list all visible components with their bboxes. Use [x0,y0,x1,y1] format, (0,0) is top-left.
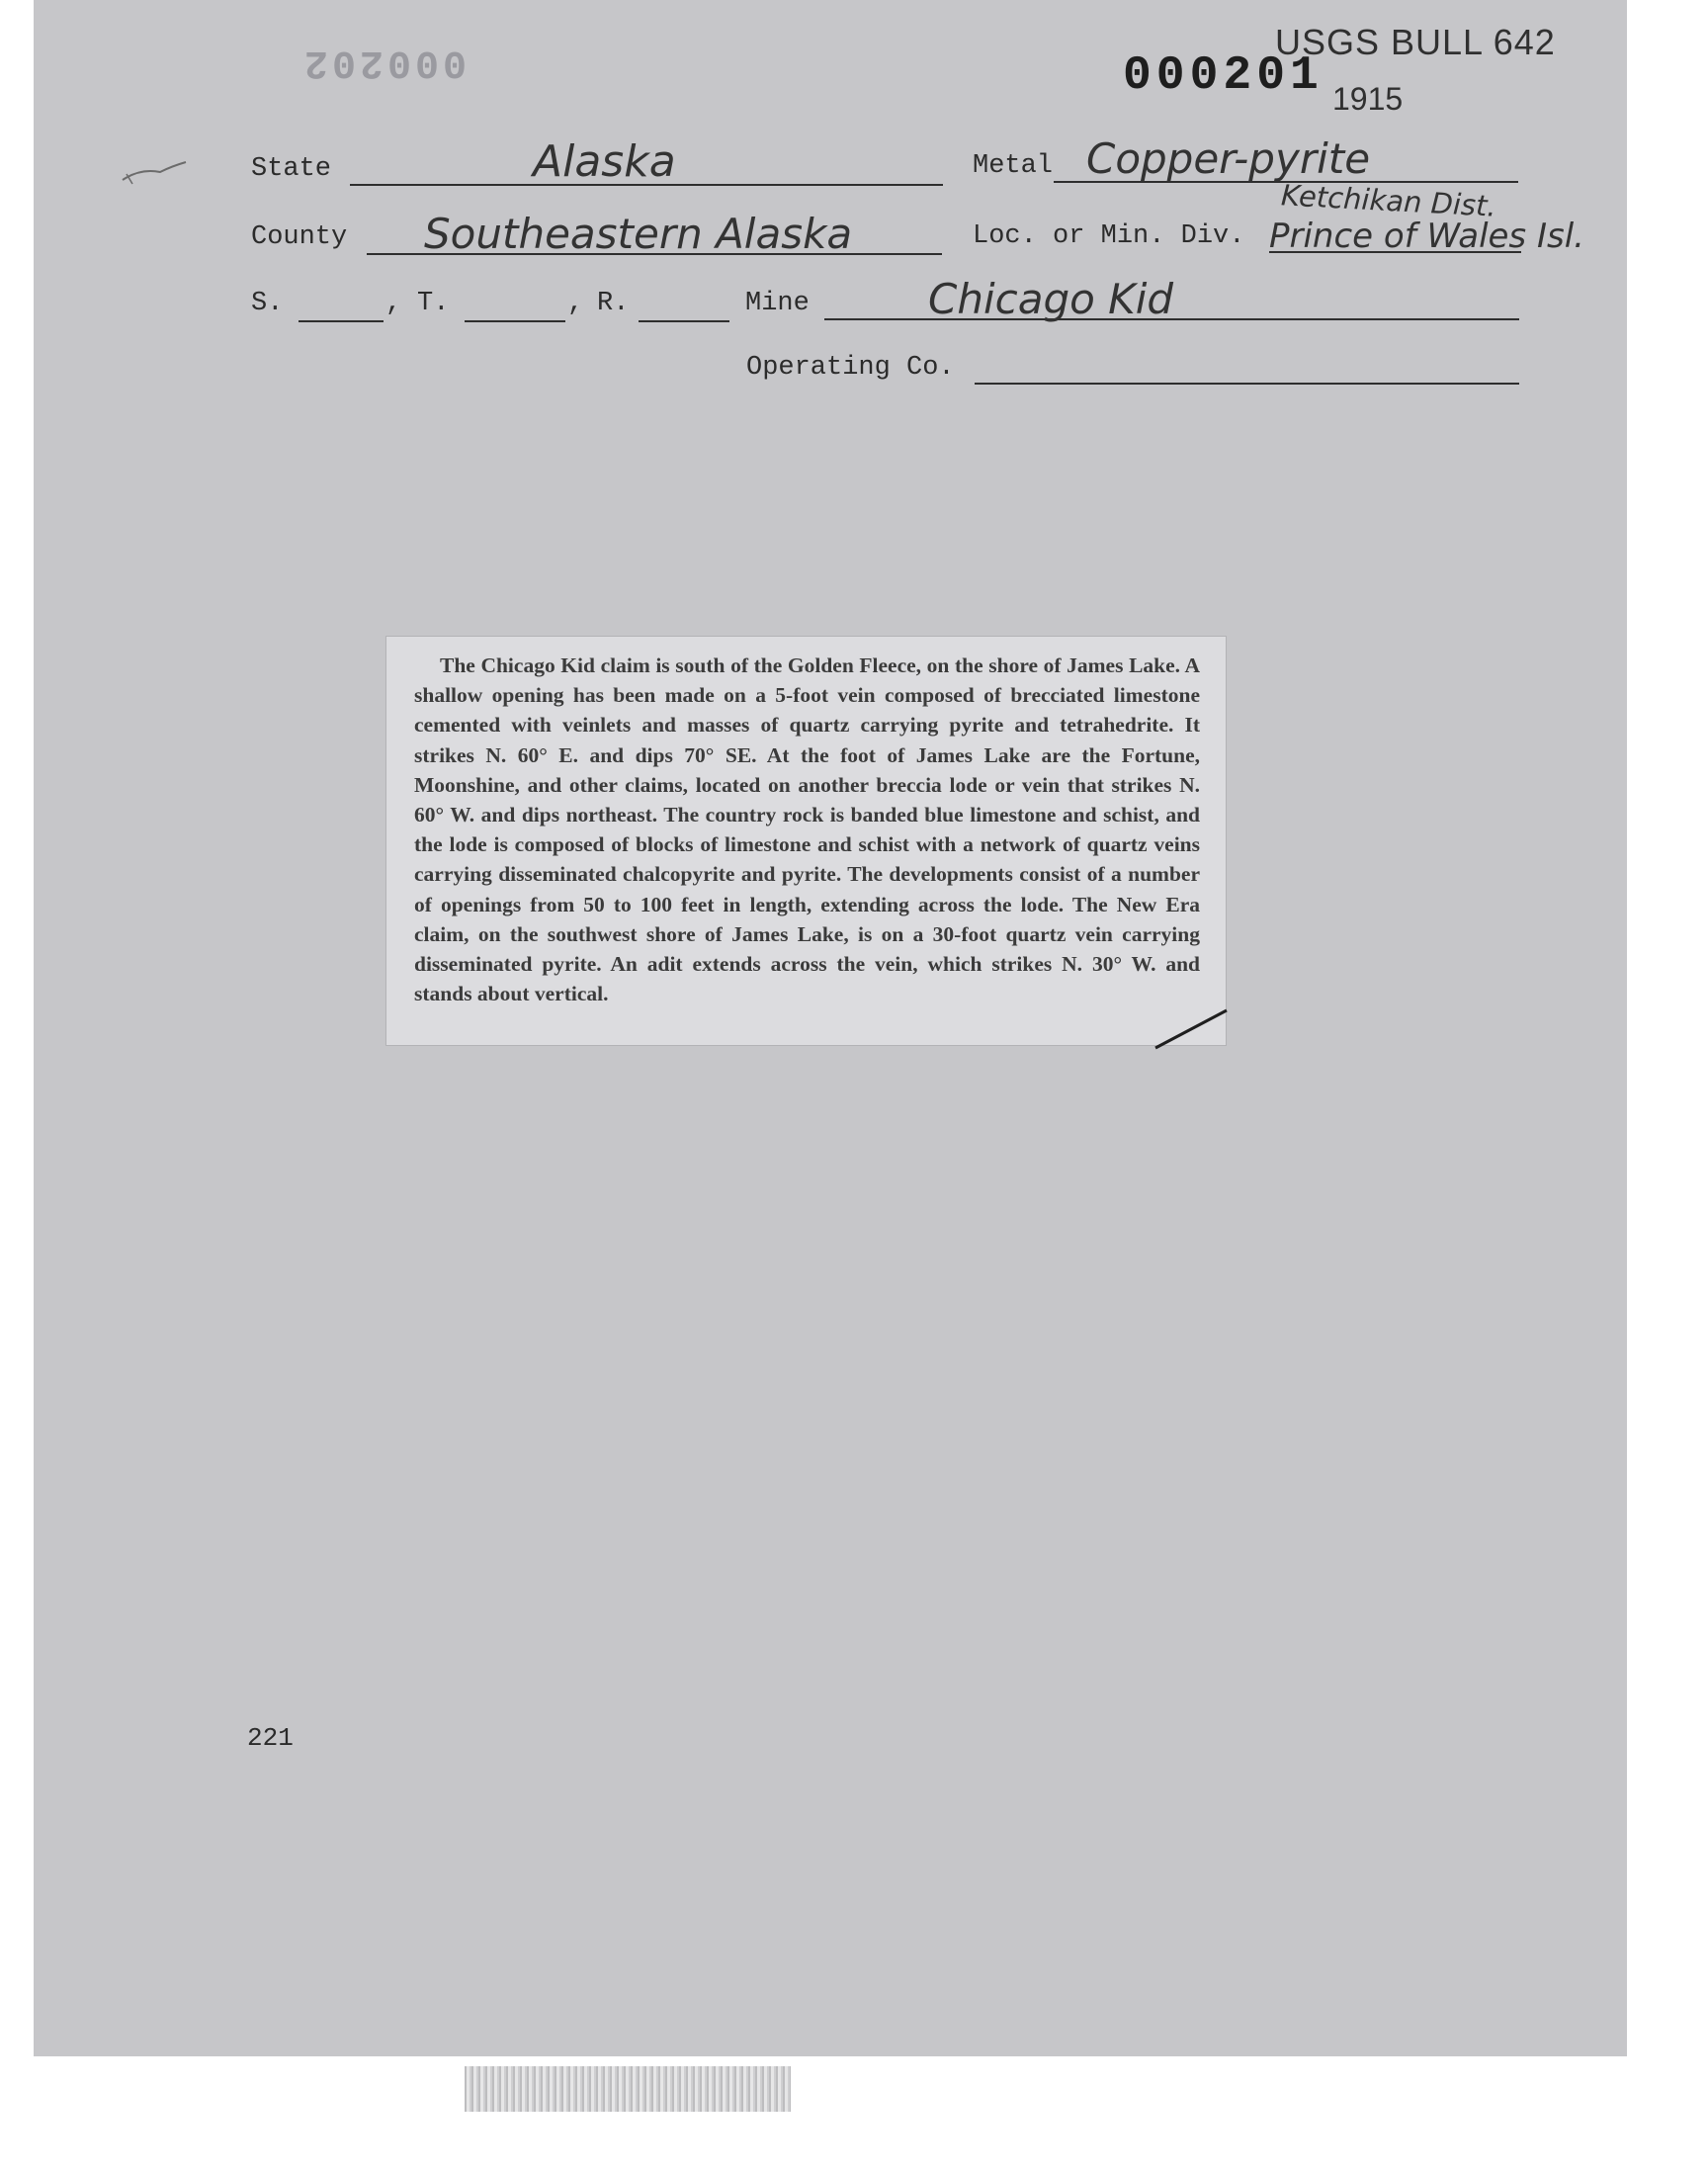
operating-company-field-line [975,383,1519,385]
separator-comma: , [385,289,402,318]
metal-value: Copper-pyrite [1086,134,1371,183]
operating-company-label: Operating Co. [746,353,955,383]
mine-value: Chicago Kid [928,275,1174,323]
metal-label: Metal [973,151,1054,181]
pencil-tick-mark [121,158,190,188]
section-field-line [299,320,384,322]
mine-label: Mine [745,289,810,318]
scanner-streak-bottom [465,2066,791,2112]
usgs-bulletin-reference: USGS BULL 642 [1275,22,1556,62]
range-field-line [639,320,729,322]
location-division-label: Loc. or Min. Div. [973,221,1245,251]
section-label: S. [251,289,284,318]
location-division-value: Prince of Wales Isl. [1269,217,1584,256]
publication-year: 1915 [1332,81,1404,117]
separator-comma: , [567,289,584,318]
township-field-line [465,320,565,322]
record-number: 000201 [1123,49,1324,103]
state-value: Alaska [533,136,676,187]
pasted-text-clipping [385,636,1227,1046]
ghost-record-number: 000202 [300,40,468,84]
county-label: County [251,222,348,252]
county-value: Southeastern Alaska [424,210,853,258]
district-value: Ketchikan Dist. [1280,178,1497,223]
clipping-paragraph: The Chicago Kid claim is south of the Golden Fleece, on the shore of James Lake. A shallow opening has been made on a 5-foot vein composed of brecciated limestone cemented with veinlets and masses of quartz carrying pyrite and tetrahedrite. It strikes N. 60° E. and dips 70° SE. At the foot of James Lake are the Fortune, Moonshine, and other claims, located on another breccia lode or vein that strikes N. 60° W. and dips northeast. The country rock is banded blue limestone and schist, and the lode is composed of blocks of limestone and schist with a network of quartz veins carrying disseminated chalcopyrite and pyrite. The developments consist of a number of openings from 50 to 100 feet in length, extending across the lode. The New Era claim, on the southwest shore of James Lake, is on a 30-foot quartz vein carrying disseminated pyrite. An adit extends across the vein, which strikes N. 30° W. and stands about vertical. [414,653,1200,1006]
pen-check-mark [1152,1006,1231,1052]
state-label: State [251,154,332,184]
page-number: 221 [247,1723,294,1753]
township-label: T. [417,289,450,318]
range-label: R. [597,289,630,318]
